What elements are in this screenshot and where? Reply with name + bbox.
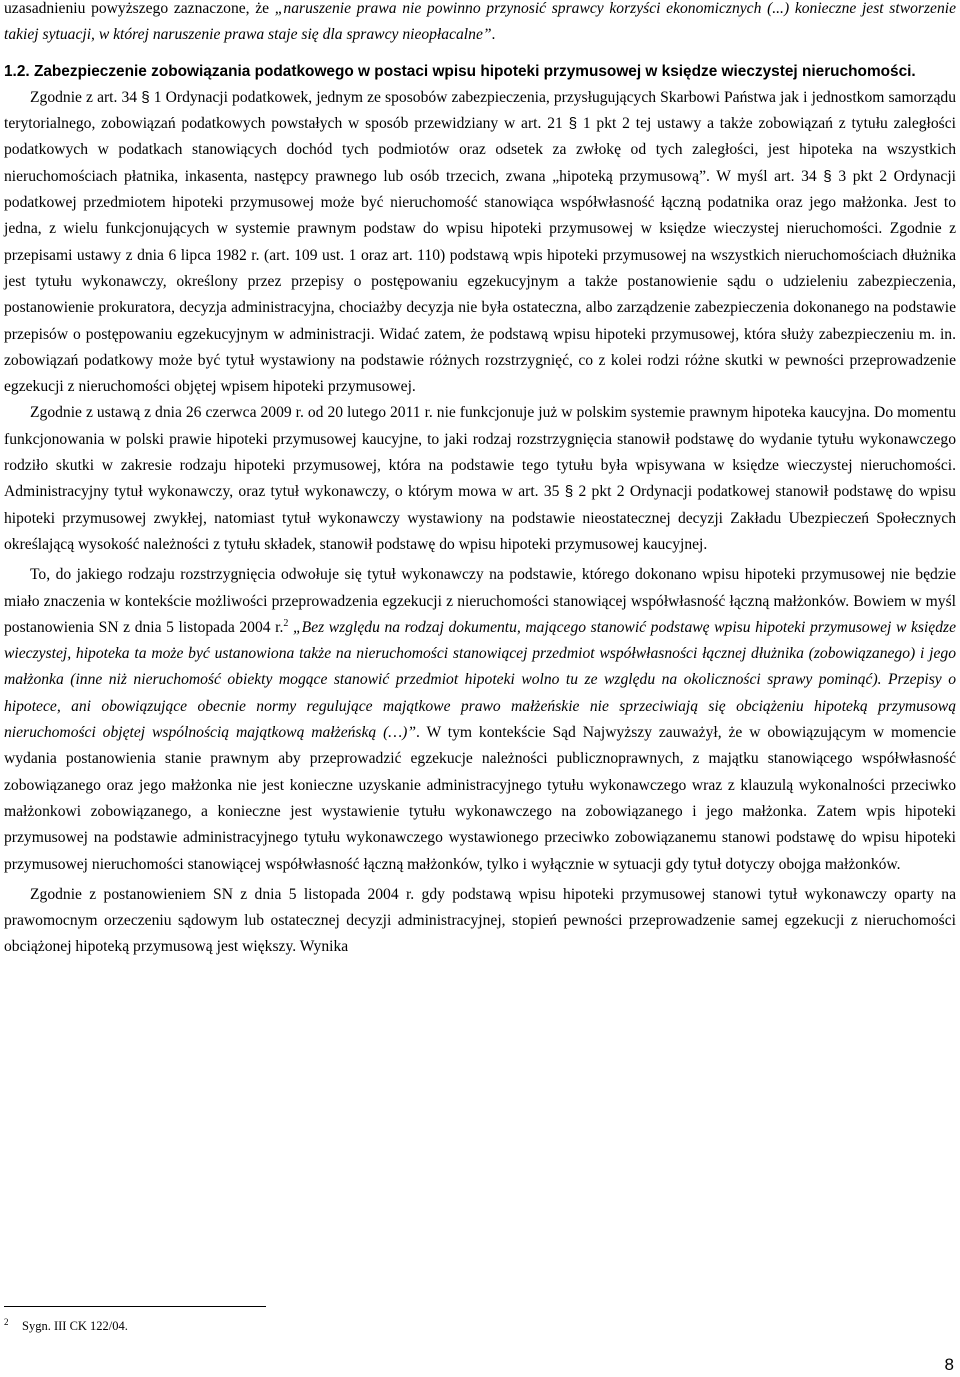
paragraph-kaucyjna: Zgodnie z ustawą z dnia 26 czerwca 2009 r. od 20 lutego 2011 r. nie funkcjonuje już w polskim systemie prawnym hipoteka kaucyjna. Do momentu funkcjonowania w polski prawie hipoteki przymusowej kaucyjne, to jaki rodzaj rozstrzygnięcia stanowił podstawę do wydanie tytułu wykonawczego rodziło skutki w zakresie rodzaju hipoteki przymusowej, która na podstawie tego tytułu była wpisywana w księdze wieczystej nieruchomości. Administracyjny tytuł wykonawczy, oraz tytuł wykonawczy, o którym mowa w art. 35 § 2 pkt 2 Ordynacji podatkowej stanowił podstawę do wpisu hipoteki przymusowej zwykłej, natomiast tytuł wykonawczy wystawiony na podstawie nieostatecznej decyzji Zakładu Ubezpieczeń Społecznych określającą wysokość należności z tytułu składek, stanowił podstawę do wpisu hipoteki przymusowej kaucyjnej. <box>4 404 956 553</box>
section-heading: 1.2. Zabezpieczenie zobowiązania podatkowego w postaci wpisu hipoteki przymusowej w księdze wieczystej nieruchomości. <box>4 62 916 80</box>
paragraph-intro: uzasadnieniu powyższego zaznaczone, że „naruszenie prawa nie powinno przynosić sprawcy korzyści ekonomicznych (...) konieczne jest stworzenie takiej sytuacji, w której naruszenie prawa staje się dla sprawcy nieopłacalne”. <box>4 0 956 44</box>
footnote-divider <box>4 1306 266 1307</box>
footnote-text: Sygn. III CK 122/04. <box>22 1319 128 1333</box>
paragraph-art34: Zgodnie z art. 34 § 1 Ordynacji podatkowek, jednym ze sposobów zabezpieczenia, przysługujących Skarbowi Państwa jak i jednostkom samorządu terytorialnego, zobowiązań podatkowych powstałych w sposób przewidziany w art. 21 § 1 pkt 2 tej ustawy a także zobowiązań z tytułu zaległości podatkowych w podatkach stanowiących dochód tych podmiotów oraz odsetek za zwłokę od tych zaległości, jest hipoteka na wszystkich nieruchomościach płatnika, inkasenta, następcy prawnego lub osób trzecich, zwana „hipoteką przymusową”. W myśl art. 34 § 3 pkt 2 Ordynacji podatkowej przedmiotem hipoteki przymusowej może być nieruchomość stanowiąca współwłasność łączną podatnika oraz jego małżonka. Jest to jedna, z wielu funkcjonujących w systemie prawnym podstaw do wpisu hipoteki przymusowej w księdze wieczystej nieruchomości. Zgodnie z przepisami ustawy z dnia 6 lipca 1982 r. (art. 109 ust. 1 oraz art. 110) podstawą wpis hipoteki przymusowej na wszystkich nieruchomościach dłużnika jest tytułu wykonawczy, określony przez przepisy o postępowaniu egzekucyjnym a także postanowienie sądu o udzieleniu zabezpieczenia, postanowienie prokuratora, decyzja administracyjna, chociażby decyzja nie była ostateczna, albo zarządzenie zabezpieczenia dokonanego na podstawie przepisów o postępowaniu egzekucyjnym w administracji. Widać zatem, że podstawą wpisu hipoteki przymusowej, która służy zabezpieczeniu m. in. zobowiązań podatkowy może być tytuł wystawiony na podstawie różnych rozstrzygnięć, co z kolei rodzi różne skutki w pewności przeprowadzenie egzekucji z nieruchomości objętej wpisem hipoteki przymusowej. <box>4 88 957 396</box>
intro-quote: „naruszenie prawa nie powinno przynosić sprawcy korzyści ekonomicznych (...) konieczne jest stworzenie takiej sytuacji, w której naruszenie prawa staje się dla sprawcy nieopłacalne” <box>4 0 956 44</box>
section-sign: § <box>141 88 150 106</box>
sn-quote: „Bez względu na rodzaj dokumentu, mającego stanowić podstawę wpisu hipoteki przymusowej w księdze wieczystej, hipoteka ta może być ustanowiona także na nieruchomości stanowiącej przedmiot współwłasności łącznej dłużnika (zobowiązanego) i jego małżonka (inne niż nieruchomość obiekty mogące stanowić przedmiot hipoteki wolno tu ze względu na okoliczności sprawy pominąć). Przepisy o hipotece, ani obowiązujące obecnie normy regulujące majątkowe prawo małżeńskie nie sprzeciwiają się obciążeniu hipoteką przymusową nieruchomości objętej wspólnością majątkową małżeńską (…)” <box>4 618 956 742</box>
footnote-ref[interactable]: 2 <box>283 617 289 629</box>
document-body <box>4 0 956 961</box>
page-number: 8 <box>944 1355 954 1374</box>
paragraph-final: Zgodnie z postanowieniem SN z dnia 5 listopada 2004 r. gdy podstawą wpisu hipoteki przymusowej stanowi tytuł wykonawczy oparty na prawomocnym orzeczeniu sądowym lub ostatecznej decyzji administracyjnej, stopień pewności przeprowadzenie samej egzekucji z nieruchomości obciążonej hipoteką przymusową jest większy. Wynika <box>4 885 956 956</box>
footnote-mark: 2 <box>4 1317 9 1327</box>
footnote <box>4 1314 128 1334</box>
section-sign: § <box>823 167 832 185</box>
paragraph-sn-ruling: To, do jakiego rodzaju rozstrzygnięcia odwołuje się tytuł wykonawczy na podstawie, którego dokonano wpisu hipoteki przymusowej nie będzie miało znaczenia w kontekście możliwości przeprowadzenia egzekucji z nieruchomości stanowiącej współwłasność łączną małżonków. Bowiem w myśl postanowienia SN z dnia 5 listopada 2004 r.$^2$ „Bez względu na rodzaj dokumentu, mającego stanowić podstawę wpisu hipoteki przymusowej w księdze wieczystej, hipoteka ta może być ustanowiona także na nieruchomości stanowiącej przedmiot współwłasności łącznej dłużnika (zobowiązanego) i jego małżonka (inne niż nieruchomość obiekty mogące stanowić przedmiot hipoteki wolno tu ze względu na okoliczności sprawy pominąć). Przepisy o hipotece, ani obowiązujące obecnie normy regulujące majątkowe prawo małżeńskie nie sprzeciwiają się obciążeniu hipoteką przymusową nieruchomości objętej wspólnością majątkową małżeńską (…)”. W tym kontekście Sąd Najwyższy zauważył, że w obowiązującym w momencie wydania postanowienia stanie prawnym aby przeprowadzić egzekucje należności publicznoprawnych, z majątku stanowiącego współwłasność zobowiązanego oraz jego małżonka nie jest konieczne uzyskanie administracyjnego tytułu wykonawczego wraz z klauzulą wykonalności przeciwko małżonkowi zobowiązanego, a konieczne jest wystawienie tytułu wykonawczego na zobowiązanego i jego małżonka. Zatem wpis hipoteki przymusowej na podstawie administracyjnego tytułu wykonawczego wystawionego przeciwko zobowiązanemu stanowi podstawę do wpisu hipoteki przymusowej nieruchomości stanowiącej współwłasność łączną małżonków, tylko i wyłącznie w sytuacji gdy tytuł dotyczy obojga małżonków. <box>4 566 956 873</box>
section-sign: § <box>568 115 578 133</box>
intro-text: uzasadnieniu powyższego zaznaczone, że <box>4 0 275 17</box>
section-sign: § <box>564 483 574 501</box>
